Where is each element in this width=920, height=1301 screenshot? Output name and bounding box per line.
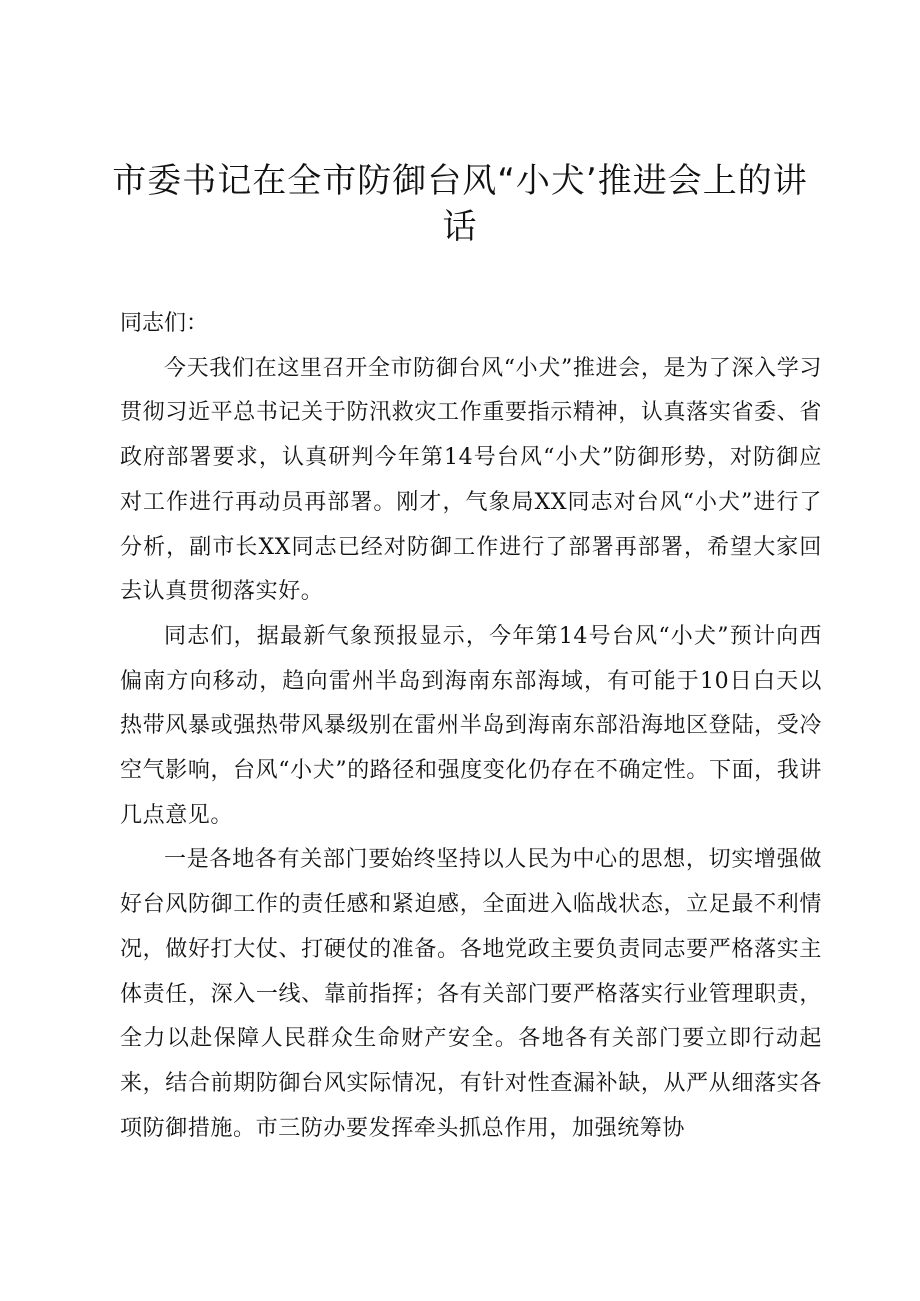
document-title: 市委书记在全市防御台风“小犬’推进会上的讲话 <box>112 161 808 247</box>
document-body <box>120 302 822 1151</box>
paragraph-1: 今天我们在这里召开全市防御台风“小犬”推进会，是为了深入学习贯彻习近平总书记关于防汛救灾工作重要指示精神，认真落实省委、省政府部署要求，认真研判今年第14号台风“小犬”防御形势，对防御应对工作进行再动员再部署。刚才，气象局XX同志对台风“小犬”进行了分析，副市长XX同志已经对防御工作进行了部署再部署，希望大家回去认真贯彻落实好。 <box>120 355 822 605</box>
paragraph-2: 同志们，据最新气象预报显示，今年第14号台风“小犬”预计向西偏南方向移动，趋向雷州半岛到海南东部海域，有可能于10日白天以热带风暴或强热带风暴级别在雷州半岛到海南东部沿海地区登陆，受冷空气影响，台风“小犬”的路径和强度变化仍存在不确定性。下面，我讲几点意见。 <box>120 623 822 828</box>
salutation: 同志们： <box>120 311 209 336</box>
paragraph-3: 一是各地各有关部门要始终坚持以人民为中心的思想，切实增强做好台风防御工作的责任感和紧迫感，全面进入临战状态，立足最不利情况，做好打大仗、打硬仗的准备。各地党政主要负责同志要严格落实主体责任，深入一线、靠前指挥；各有关部门要严格落实行业管理职责，全力以赴保障人民群众生命财产安全。各地各有关部门要立即行动起来，结合前期防御台风实际情况，有针对性查漏补缺，从严从细落实各项防御措施。市三防办要发挥牵头抓总作用，加强统筹协 <box>120 847 822 1141</box>
